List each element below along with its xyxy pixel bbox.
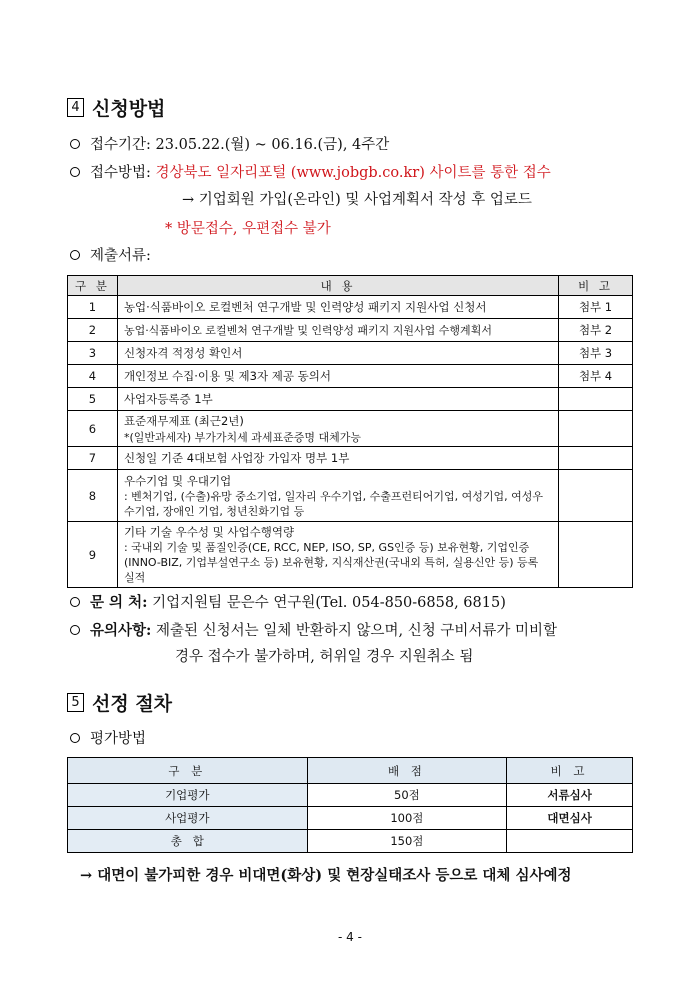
- docs-table: [67, 275, 633, 588]
- circle-bullet-icon: [70, 733, 80, 743]
- table-row: [68, 470, 633, 522]
- docs-table-header: [68, 276, 633, 296]
- section4-number: 4: [67, 98, 84, 117]
- row-note: [559, 522, 633, 588]
- eval-note: 대면심사: [507, 807, 633, 830]
- row-number: 3: [68, 342, 118, 365]
- method-line: [67, 161, 551, 182]
- contact-label: 문 의 처:: [90, 594, 148, 611]
- row-content-main: 표준재무제표 (최근2년): [123, 413, 244, 428]
- section5-title-text: 선정 절차: [92, 693, 173, 715]
- eval-score: 100점: [307, 807, 507, 830]
- method-label: 접수방법:: [90, 165, 151, 181]
- row-content: 신청일 기준 4대보험 사업장 가입자 명부 1부: [117, 447, 558, 470]
- eval-note: [507, 830, 633, 853]
- row-number: 1: [68, 296, 118, 319]
- table-row: [68, 342, 633, 365]
- row-content: [117, 522, 558, 588]
- docs-header-content: 내 용: [117, 276, 558, 296]
- table-row: [68, 784, 633, 807]
- row-note: [559, 388, 633, 411]
- row-content: 사업자등록증 1부: [117, 388, 558, 411]
- row-note: [559, 470, 633, 522]
- row-content-main: 우수기업 및 우대기업: [123, 473, 232, 488]
- docs-line: [67, 244, 151, 265]
- row-number: 8: [68, 470, 118, 522]
- page-number: - 4 -: [338, 930, 362, 944]
- method-detail: → 기업회원 가입(온라인) 및 사업계획서 작성 후 업로드: [182, 192, 532, 208]
- table-row: [68, 830, 633, 853]
- eval-note: 서류심사: [507, 784, 633, 807]
- row-note: [559, 447, 633, 470]
- eval-label: 평가방법: [90, 731, 147, 747]
- eval-line: [67, 727, 146, 748]
- row-content-sub: : 벤처기업, (수출)유망 중소기업, 일자리 우수기업, 수출프런티어기업, 여성기업, 여성우수기업, 장애인 기업, 청년친화기업 등: [123, 489, 543, 518]
- period-label: 접수기간:: [90, 137, 151, 153]
- circle-bullet-icon: [70, 167, 80, 177]
- eval-category: 총 합: [68, 830, 308, 853]
- circle-bullet-icon: [70, 597, 80, 607]
- table-row: [68, 447, 633, 470]
- eval-table: [67, 757, 633, 853]
- row-content-main: 기타 기술 우수성 및 사업수행역량: [123, 525, 295, 539]
- period-value: 23.05.22.(월) ~ 06.16.(금), 4주간: [155, 137, 390, 153]
- row-note: [559, 411, 633, 447]
- period-line: [67, 133, 389, 154]
- row-content-sub: *(일반과세자) 부가가치세 과세표준증명 대체가능: [123, 430, 362, 444]
- docs-label: 제출서류:: [90, 248, 151, 264]
- caution-text-2: 경우 접수가 불가하며, 허위일 경우 지원취소 됨: [175, 649, 474, 665]
- row-content: [117, 470, 558, 522]
- caution-label: 유의사항:: [90, 622, 152, 639]
- row-note: 첨부 4: [559, 365, 633, 388]
- row-content: 개인정보 수집·이용 및 제3자 제공 동의서: [117, 365, 558, 388]
- row-number: 9: [68, 522, 118, 588]
- row-note: 첨부 3: [559, 342, 633, 365]
- footnote: → 대면이 불가피한 경우 비대면(화상) 및 현장실태조사 등으로 대체 심사예정: [80, 867, 572, 884]
- caution-text-1: 제출된 신청서는 일체 반환하지 않으며, 신청 구비서류가 미비할: [156, 623, 558, 639]
- table-row: [68, 411, 633, 447]
- contact-line: [67, 591, 506, 612]
- row-note: 첨부 1: [559, 296, 633, 319]
- section4-title: [67, 94, 165, 121]
- row-number: 7: [68, 447, 118, 470]
- table-row: [68, 319, 633, 342]
- eval-header-score: 배 점: [307, 758, 507, 784]
- eval-score: 50점: [307, 784, 507, 807]
- row-content-sub: : 국내외 기술 및 품질인증(CE, RCC, NEP, ISO, SP, GS인증 등) 보유현황, 기업인증(INNO-BIZ, 기업부설연구소 등) 보유현황, 지식재산권(국내외 특허, 실용신안 등) 등록 실적: [123, 541, 539, 584]
- section5-number: 5: [67, 693, 84, 712]
- table-row: [68, 807, 633, 830]
- table-row: [68, 296, 633, 319]
- table-row: [68, 365, 633, 388]
- row-content: [117, 411, 558, 447]
- section4-title-text: 신청방법: [92, 98, 166, 120]
- row-content: 농업·식품바이오 로컬벤처 연구개발 및 인력양성 패키지 지원사업 수행계획서: [117, 319, 558, 342]
- docs-header-category: 구 분: [68, 276, 118, 296]
- row-number: 6: [68, 411, 118, 447]
- row-number: 4: [68, 365, 118, 388]
- row-number: 2: [68, 319, 118, 342]
- caution-line: [67, 619, 557, 640]
- circle-bullet-icon: [70, 625, 80, 635]
- row-content: 신청자격 적정성 확인서: [117, 342, 558, 365]
- eval-header-note: 비 고: [507, 758, 633, 784]
- section5-title: [67, 689, 172, 716]
- circle-bullet-icon: [70, 139, 80, 149]
- table-row: [68, 388, 633, 411]
- circle-bullet-icon: [70, 250, 80, 260]
- method-value: 경상북도 일자리포털 (www.jobgb.co.kr) 사이트를 통한 접수: [155, 165, 551, 181]
- method-note: * 방문접수, 우편접수 불가: [165, 221, 331, 237]
- eval-category: 사업평가: [68, 807, 308, 830]
- eval-table-header: [68, 758, 633, 784]
- row-note: 첨부 2: [559, 319, 633, 342]
- eval-category: 기업평가: [68, 784, 308, 807]
- contact-value: 기업지원팀 문은수 연구원(Tel. 054-850-6858, 6815): [152, 595, 506, 611]
- eval-score: 150점: [307, 830, 507, 853]
- eval-header-category: 구 분: [68, 758, 308, 784]
- row-number: 5: [68, 388, 118, 411]
- docs-header-note: 비 고: [559, 276, 633, 296]
- table-row: [68, 522, 633, 588]
- row-content: 농업·식품바이오 로컬벤처 연구개발 및 인력양성 패키지 지원사업 신청서: [117, 296, 558, 319]
